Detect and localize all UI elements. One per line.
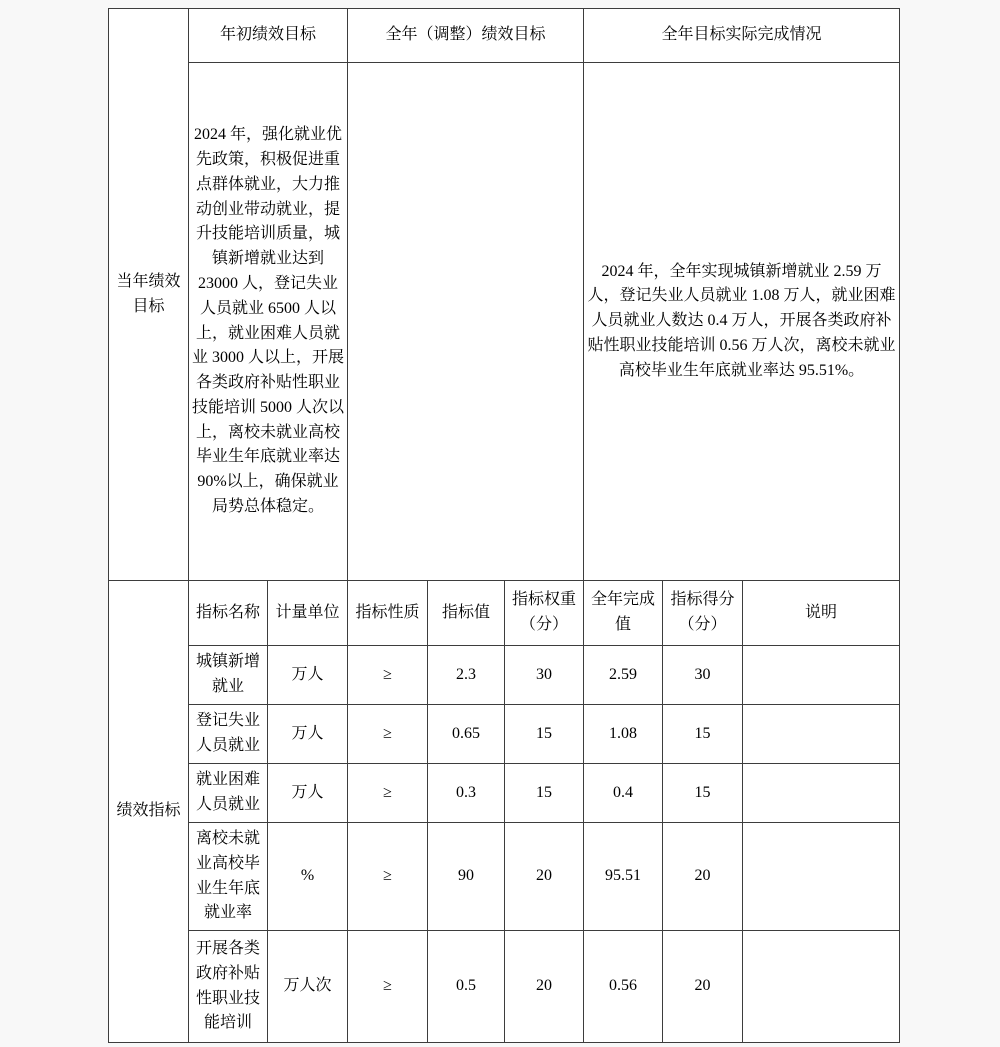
header-indicator-value: 指标值: [428, 581, 505, 646]
note-cell: [743, 705, 900, 764]
completed-value-cell: 1.08: [584, 705, 663, 764]
adjusted-goal-text-cell: [348, 63, 584, 581]
note-cell: [743, 764, 900, 823]
header-indicator-score: 指标得分（分）: [663, 581, 743, 646]
note-cell: [743, 931, 900, 1043]
upper-header-row: [109, 9, 900, 63]
completed-value-cell: 2.59: [584, 646, 663, 705]
row-label-current-year-goal: 当年绩效目标: [109, 9, 189, 581]
unit-cell: %: [268, 823, 348, 931]
note-cell: [743, 646, 900, 705]
header-indicator-name: 指标名称: [189, 581, 268, 646]
nature-cell: ≥: [348, 646, 428, 705]
target-value-cell: 90: [428, 823, 505, 931]
upper-body-row: [109, 63, 900, 581]
indicator-row: [109, 764, 900, 823]
unit-cell: 万人次: [268, 931, 348, 1043]
unit-cell: 万人: [268, 646, 348, 705]
header-unit: 计量单位: [268, 581, 348, 646]
note-cell: [743, 823, 900, 931]
weight-cell: 15: [505, 764, 584, 823]
indicator-row: [109, 705, 900, 764]
completed-value-cell: 95.51: [584, 823, 663, 931]
indicator-name-cell: 城镇新增就业: [189, 646, 268, 705]
nature-cell: ≥: [348, 705, 428, 764]
target-value-cell: 2.3: [428, 646, 505, 705]
indicator-row: [109, 931, 900, 1043]
unit-cell: 万人: [268, 764, 348, 823]
score-cell: 20: [663, 931, 743, 1043]
header-actual-completion: 全年目标实际完成情况: [584, 9, 900, 63]
indicator-row: [109, 823, 900, 931]
indicator-header-row: [109, 581, 900, 646]
weight-cell: 20: [505, 931, 584, 1043]
header-note: 说明: [743, 581, 900, 646]
header-indicator-weight: 指标权重（分）: [505, 581, 584, 646]
nature-cell: ≥: [348, 764, 428, 823]
performance-target-table: [108, 8, 900, 1043]
row-label-performance-indicators: 绩效指标: [109, 581, 189, 1043]
weight-cell: 20: [505, 823, 584, 931]
score-cell: 15: [663, 764, 743, 823]
header-initial-goal: 年初绩效目标: [189, 9, 348, 63]
indicator-name-cell: 登记失业人员就业: [189, 705, 268, 764]
indicator-name-cell: 离校未就业高校毕业生年底就业率: [189, 823, 268, 931]
score-cell: 30: [663, 646, 743, 705]
nature-cell: ≥: [348, 931, 428, 1043]
actual-completion-text-cell: 2024 年，全年实现城镇新增就业 2.59 万人，登记失业人员就业 1.08 万人，就业困难人员就业人数达 0.4 万人，开展各类政府补贴性职业技能培训 0.56 万人次，离校未就业高校毕业生年底就业率达 95.51%。: [584, 63, 900, 581]
unit-cell: 万人: [268, 705, 348, 764]
header-indicator-nature: 指标性质: [348, 581, 428, 646]
score-cell: 20: [663, 823, 743, 931]
target-value-cell: 0.65: [428, 705, 505, 764]
initial-goal-text-cell: 2024 年，强化就业优先政策，积极促进重点群体就业，大力推动创业带动就业，提升技能培训质量，城镇新增就业达到 23000 人，登记失业人员就业 6500 人以上，就业困难人员就业 3000 人以上，开展各类政府补贴性职业技能培训 5000 人次以上，离校未就业高校毕业生年底就业率达 90%以上，确保就业局势总体稳定。: [189, 63, 348, 581]
header-adjusted-goal: 全年（调整）绩效目标: [348, 9, 584, 63]
indicator-row: [109, 646, 900, 705]
target-value-cell: 0.3: [428, 764, 505, 823]
completed-value-cell: 0.4: [584, 764, 663, 823]
indicator-name-cell: 就业困难人员就业: [189, 764, 268, 823]
score-cell: 15: [663, 705, 743, 764]
indicator-name-cell: 开展各类政府补贴性职业技能培训: [189, 931, 268, 1043]
target-value-cell: 0.5: [428, 931, 505, 1043]
nature-cell: ≥: [348, 823, 428, 931]
weight-cell: 30: [505, 646, 584, 705]
header-annual-completed-value: 全年完成值: [584, 581, 663, 646]
performance-table-wrapper: [108, 8, 900, 1043]
completed-value-cell: 0.56: [584, 931, 663, 1043]
weight-cell: 15: [505, 705, 584, 764]
